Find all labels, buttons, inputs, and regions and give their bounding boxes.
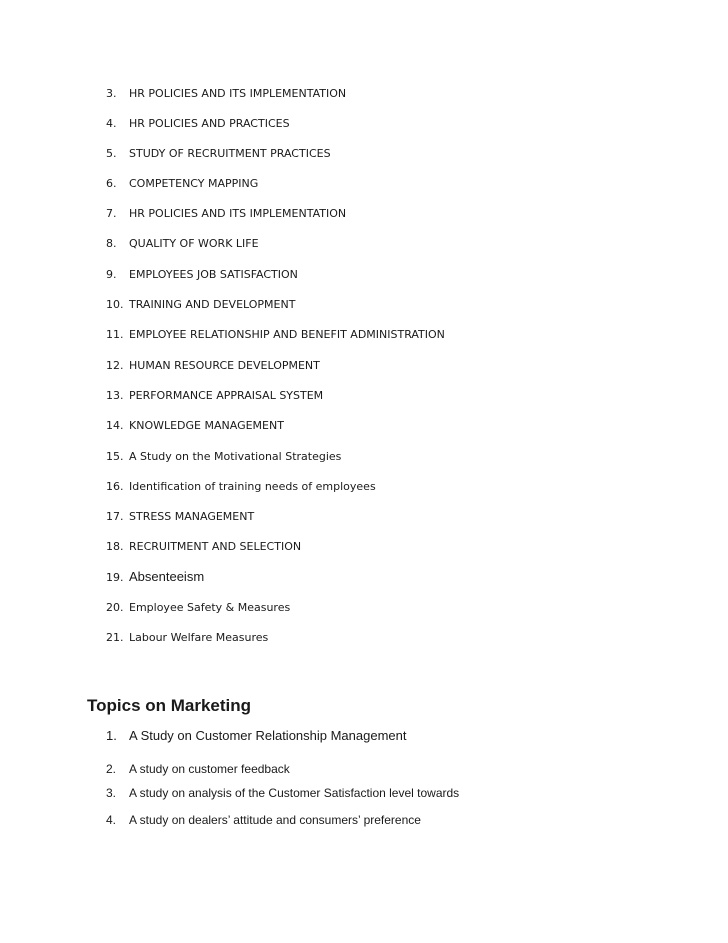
list-text: HR POLICIES AND PRACTICES bbox=[129, 117, 290, 130]
list-text: EMPLOYEES JOB SATISFACTION bbox=[129, 268, 298, 281]
list-number: 4. bbox=[106, 117, 117, 130]
list-text: A study on customer feedback bbox=[129, 762, 290, 776]
list-text: STRESS MANAGEMENT bbox=[129, 510, 255, 523]
list-number: 10. bbox=[106, 298, 124, 311]
list-item bbox=[106, 389, 323, 403]
list-number: 19. bbox=[106, 571, 124, 584]
list-item bbox=[106, 147, 331, 161]
list-item bbox=[106, 117, 290, 131]
list-number: 9. bbox=[106, 268, 117, 281]
list-item bbox=[106, 786, 459, 800]
list-item bbox=[106, 762, 290, 776]
list-text: QUALITY OF WORK LIFE bbox=[129, 237, 259, 250]
list-text: STUDY OF RECRUITMENT PRACTICES bbox=[129, 147, 331, 160]
list-text: EMPLOYEE RELATIONSHIP AND BENEFIT ADMINISTRATION bbox=[129, 328, 445, 341]
list-text: COMPETENCY MAPPING bbox=[129, 177, 259, 190]
list-text: Employee Safety & Measures bbox=[129, 601, 291, 614]
list-item bbox=[106, 510, 254, 524]
list-number: 20. bbox=[106, 601, 124, 614]
list-item bbox=[106, 540, 301, 554]
list-number: 16. bbox=[106, 480, 124, 493]
list-number: 12. bbox=[106, 359, 124, 372]
list-text: A Study on the Motivational Strategies bbox=[129, 450, 342, 463]
list-number: 7. bbox=[106, 207, 117, 220]
list-text: HUMAN RESOURCE DEVELOPMENT bbox=[129, 359, 320, 372]
list-item bbox=[106, 480, 376, 494]
list-number: 4. bbox=[106, 813, 117, 827]
list-number: 14. bbox=[106, 419, 124, 432]
list-item bbox=[106, 813, 421, 827]
list-number: 1. bbox=[106, 728, 117, 743]
list-number: 18. bbox=[106, 540, 124, 553]
list-number: 21. bbox=[106, 631, 124, 644]
list-number: 8. bbox=[106, 237, 117, 250]
section-heading: Topics on Marketing bbox=[87, 696, 252, 715]
list-text: Labour Welfare Measures bbox=[129, 631, 269, 644]
list-text: PERFORMANCE APPRAISAL SYSTEM bbox=[129, 389, 324, 402]
list-text: HR POLICIES AND ITS IMPLEMENTATION bbox=[129, 87, 347, 100]
list-number: 3. bbox=[106, 786, 117, 800]
list-item bbox=[106, 328, 445, 342]
list-text: A Study on Customer Relationship Management bbox=[129, 728, 407, 743]
list-item bbox=[106, 268, 298, 282]
list-item bbox=[106, 450, 341, 464]
list-text: Absenteeism bbox=[129, 569, 205, 584]
list-number: 15. bbox=[106, 450, 124, 463]
list-text: TRAINING AND DEVELOPMENT bbox=[129, 298, 296, 311]
list-text: RECRUITMENT AND SELECTION bbox=[129, 540, 302, 553]
list-item bbox=[106, 570, 204, 585]
list-item bbox=[106, 298, 295, 312]
list-text: KNOWLEDGE MANAGEMENT bbox=[129, 419, 284, 432]
list-item bbox=[106, 177, 258, 191]
list-item bbox=[106, 207, 346, 221]
list-item bbox=[106, 237, 259, 251]
list-text: HR POLICIES AND ITS IMPLEMENTATION bbox=[129, 207, 347, 220]
list-item bbox=[106, 359, 320, 373]
list-item bbox=[106, 601, 290, 615]
list-text: Identification of training needs of employees bbox=[129, 480, 376, 493]
list-number: 17. bbox=[106, 510, 124, 523]
list-number: 2. bbox=[106, 762, 117, 776]
list-number: 11. bbox=[106, 328, 124, 341]
list-item bbox=[106, 729, 407, 743]
list-text: A study on analysis of the Customer Satisfaction level towards bbox=[129, 786, 460, 800]
list-item bbox=[106, 419, 284, 433]
list-number: 13. bbox=[106, 389, 124, 402]
list-number: 6. bbox=[106, 177, 117, 190]
list-number: 3. bbox=[106, 87, 117, 100]
list-text: A study on dealers’ attitude and consumers’ preference bbox=[129, 813, 421, 827]
list-item bbox=[106, 631, 268, 645]
list-number: 5. bbox=[106, 147, 117, 160]
list-item bbox=[106, 87, 346, 101]
